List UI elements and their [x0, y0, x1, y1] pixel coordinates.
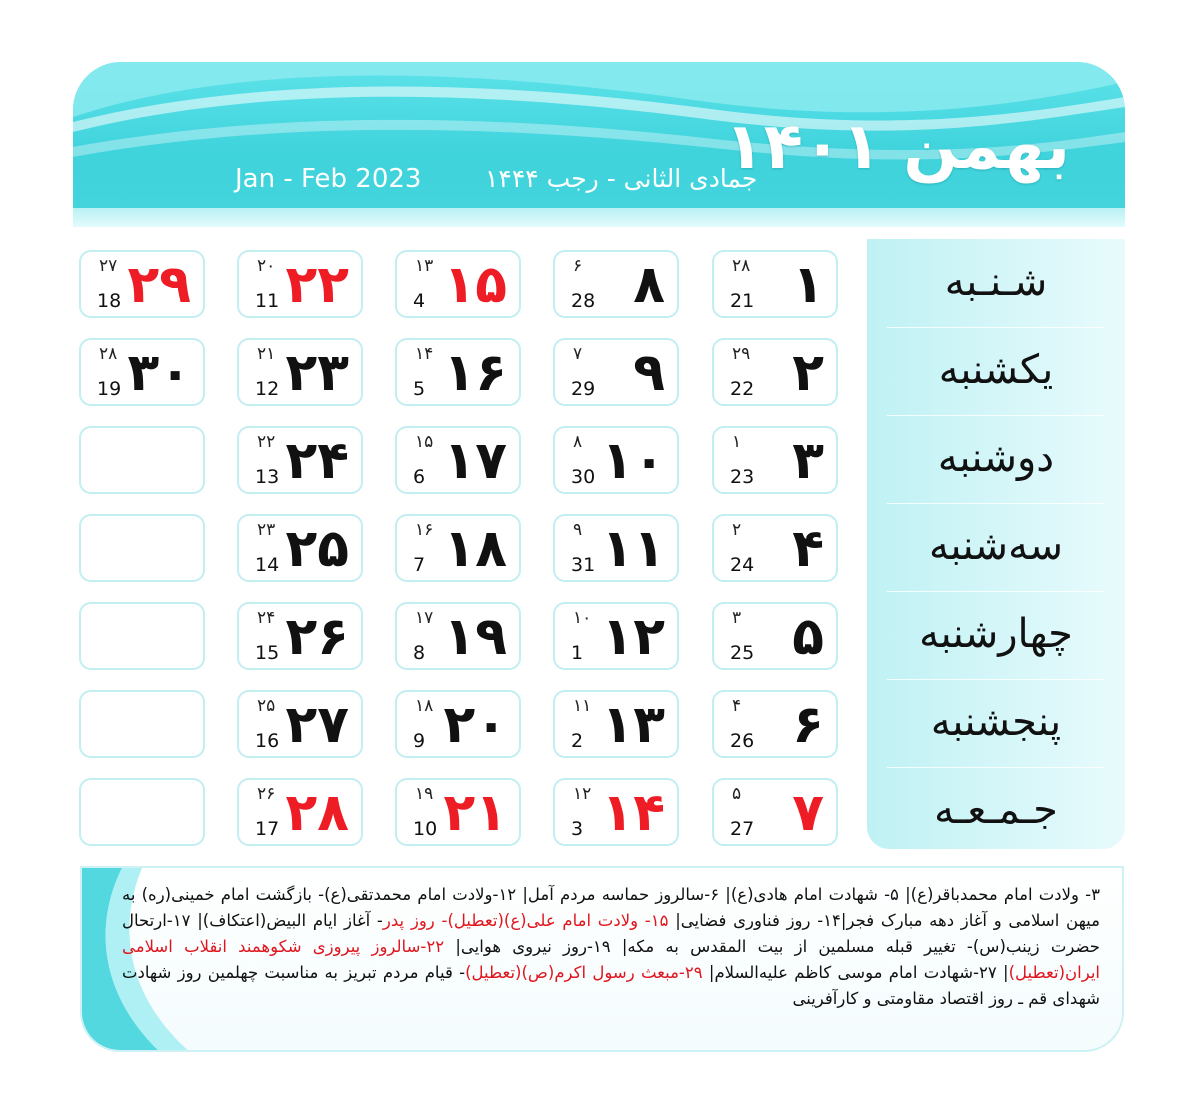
- hijri-day-number: ۱۳: [415, 256, 434, 276]
- persian-day-number: ۷: [792, 783, 824, 843]
- gregorian-month-range: Jan - Feb 2023: [235, 164, 422, 194]
- persian-day-number: ۸: [633, 255, 665, 315]
- day-cell[interactable]: [237, 514, 363, 582]
- day-cell[interactable]: [237, 602, 363, 670]
- gregorian-day-number: 9: [413, 730, 426, 752]
- gregorian-day-number: 12: [255, 378, 280, 400]
- weekday-saturday: شـنـبه: [944, 259, 1048, 305]
- gregorian-day-number: 7: [413, 554, 426, 576]
- hijri-day-number: ۲۸: [99, 344, 118, 364]
- gregorian-day-number: 18: [97, 290, 122, 312]
- gregorian-day-number: 24: [730, 554, 755, 576]
- gregorian-day-number: 16: [255, 730, 280, 752]
- hijri-day-number: ۲۰: [257, 256, 276, 276]
- hijri-day-number: ۲۱: [257, 344, 276, 364]
- holiday-event: ۲۹-مبعث رسول اکرم(ص)(تعطیل): [465, 963, 703, 982]
- hijri-day-number: ۳: [732, 608, 742, 628]
- day-cell[interactable]: [237, 250, 363, 318]
- gregorian-day-number: 21: [730, 290, 755, 312]
- gregorian-day-number: 8: [413, 642, 426, 664]
- persian-day-number: ۱۲: [601, 607, 665, 667]
- gregorian-day-number: 27: [730, 818, 755, 840]
- event: - آغاز ایام البیض(اعتکاف)| ۱۷-ارتحال حضرت زینب(س)- تغییر قبله مسلمین از بیت المقدس به مکه| ۱۹-روز نیروی هوایی|: [122, 911, 1100, 956]
- day-cell[interactable]: [553, 250, 679, 318]
- gregorian-day-number: 26: [730, 730, 755, 752]
- persian-day-number: ۲۵: [285, 519, 349, 579]
- empty-day-cell: [79, 602, 205, 670]
- gregorian-day-number: 5: [413, 378, 426, 400]
- hijri-day-number: ۹: [573, 520, 583, 540]
- persian-day-number: ۲۱: [443, 783, 507, 843]
- persian-day-number: ۱۴: [601, 783, 665, 843]
- hijri-day-number: ۷: [573, 344, 583, 364]
- persian-day-number: ۲۷: [285, 695, 349, 755]
- hijri-day-number: ۱۵: [415, 432, 434, 452]
- persian-day-number: ۱۹: [443, 607, 507, 667]
- day-cell[interactable]: [553, 778, 679, 846]
- day-cell[interactable]: [395, 338, 521, 406]
- hijri-day-number: ۲۸: [732, 256, 751, 276]
- persian-day-number: ۱۳: [601, 695, 665, 755]
- hijri-day-number: ۲۴: [257, 608, 276, 628]
- hijri-day-number: ۲۹: [732, 344, 751, 364]
- gregorian-day-number: 13: [255, 466, 280, 488]
- persian-day-number: ۴: [792, 519, 824, 579]
- day-cell[interactable]: [553, 338, 679, 406]
- persian-day-number: ۲۰: [443, 695, 507, 755]
- hijri-day-number: ۲۷: [99, 256, 118, 276]
- month-title: بهمن ۱۴۰۱: [724, 110, 1070, 184]
- persian-day-number: ۳۰: [127, 343, 191, 403]
- day-cell[interactable]: [237, 778, 363, 846]
- day-cell[interactable]: [712, 778, 838, 846]
- persian-day-number: ۱۰: [601, 431, 665, 491]
- gregorian-day-number: 1: [571, 642, 584, 664]
- persian-day-number: ۱۷: [443, 431, 507, 491]
- day-cell[interactable]: [237, 690, 363, 758]
- hijri-day-number: ۱۴: [415, 344, 434, 364]
- persian-day-number: ۵: [792, 607, 824, 667]
- hijri-day-number: ۲۶: [257, 784, 276, 804]
- gregorian-day-number: 14: [255, 554, 280, 576]
- persian-day-number: ۲۹: [127, 255, 191, 315]
- gregorian-day-number: 30: [571, 466, 596, 488]
- event: ۳- ولادت امام محمدباقر(ع)| ۵- شهادت امام هادی(ع)| ۶-سالروز حماسه مردم آمل| ۱۲-ولادت امام محمدتقی(ع)- بازگشت امام خمینی(ره) به میهن اسلامی و آغاز دهه مبارک فجر|۱۴- روز فناوری فضایی|: [122, 885, 1100, 930]
- hijri-day-number: ۱۷: [415, 608, 434, 628]
- day-cell[interactable]: [712, 602, 838, 670]
- gregorian-day-number: 2: [571, 730, 584, 752]
- day-cell[interactable]: [712, 338, 838, 406]
- day-cell[interactable]: [395, 690, 521, 758]
- holiday-event: ۲۲-سالروز پیروزی شکوهمند انقلاب اسلامی ایران(تعطیل): [122, 937, 1101, 982]
- gregorian-day-number: 10: [413, 818, 438, 840]
- weekday-tuesday: سه‌شنبه: [928, 523, 1064, 569]
- day-cell[interactable]: [395, 250, 521, 318]
- hijri-day-number: ۲۲: [257, 432, 276, 452]
- hijri-day-number: ۲: [732, 520, 742, 540]
- events-panel: [80, 866, 1124, 1052]
- day-cell[interactable]: [712, 514, 838, 582]
- day-cell[interactable]: [237, 338, 363, 406]
- weekday-monday: دوشنبه: [937, 435, 1055, 481]
- gregorian-day-number: 6: [413, 466, 426, 488]
- day-cell[interactable]: [79, 250, 205, 318]
- persian-day-number: ۱۵: [443, 255, 507, 315]
- hijri-day-number: ۱۶: [415, 520, 434, 540]
- gregorian-day-number: 28: [571, 290, 596, 312]
- weekday-friday: جـمـعـه: [934, 787, 1058, 833]
- persian-day-number: ۱۶: [443, 343, 507, 403]
- day-cell[interactable]: [395, 778, 521, 846]
- gregorian-day-number: 11: [255, 290, 280, 312]
- event: | ۲۷-شهادت امام موسی کاظم علیه‌السلام|: [702, 963, 1009, 982]
- day-cell[interactable]: [553, 426, 679, 494]
- gregorian-day-number: 22: [730, 378, 755, 400]
- events-text: [122, 882, 1100, 1012]
- gregorian-day-number: 17: [255, 818, 280, 840]
- hijri-day-number: ۱: [732, 432, 742, 452]
- hijri-day-number: ۵: [732, 784, 742, 804]
- day-cell[interactable]: [395, 426, 521, 494]
- persian-day-number: ۲: [792, 343, 824, 403]
- persian-day-number: ۶: [792, 695, 824, 755]
- event: - قیام مردم تبریز به مناسبت چهلمین روز شهادت شهدای قم ـ روز اقتصاد مقاومتی و کارآفرینی: [122, 963, 1100, 1008]
- gregorian-day-number: 31: [571, 554, 596, 576]
- persian-day-number: ۱۸: [443, 519, 507, 579]
- day-cell[interactable]: [553, 690, 679, 758]
- persian-day-number: ۲۶: [285, 607, 349, 667]
- day-cell[interactable]: [79, 338, 205, 406]
- empty-day-cell: [79, 778, 205, 846]
- day-cell[interactable]: [553, 514, 679, 582]
- hijri-day-number: ۸: [573, 432, 583, 452]
- persian-day-number: ۲۴: [285, 431, 349, 491]
- day-cell[interactable]: [712, 426, 838, 494]
- hijri-day-number: ۱۹: [415, 784, 434, 804]
- weekday-wednesday: چهارشنبه: [919, 611, 1073, 657]
- day-cell[interactable]: [712, 690, 838, 758]
- persian-day-number: ۲۸: [285, 783, 349, 843]
- empty-day-cell: [79, 690, 205, 758]
- hijri-day-number: ۲۵: [257, 696, 276, 716]
- hijri-day-number: ۶: [573, 256, 583, 276]
- weekday-panel: [867, 239, 1125, 849]
- header-divider: [73, 208, 1125, 227]
- persian-day-number: ۲۳: [285, 343, 349, 403]
- hijri-month-range: جمادی الثانی - رجب ۱۴۴۴: [485, 164, 758, 193]
- day-cell[interactable]: [553, 602, 679, 670]
- persian-day-number: ۱: [792, 255, 824, 315]
- gregorian-day-number: 29: [571, 378, 596, 400]
- day-cell[interactable]: [712, 250, 838, 318]
- empty-day-cell: [79, 426, 205, 494]
- day-cell[interactable]: [237, 426, 363, 494]
- gregorian-day-number: 23: [730, 466, 755, 488]
- day-cell[interactable]: [395, 514, 521, 582]
- gregorian-day-number: 19: [97, 378, 122, 400]
- day-cell[interactable]: [395, 602, 521, 670]
- hijri-day-number: ۱۸: [415, 696, 434, 716]
- weekday-sunday: یکشنبه: [938, 347, 1054, 393]
- persian-day-number: ۲۲: [285, 255, 349, 315]
- hijri-day-number: ۱۲: [573, 784, 592, 804]
- gregorian-day-number: 15: [255, 642, 280, 664]
- gregorian-day-number: 3: [571, 818, 584, 840]
- hijri-day-number: ۱۱: [573, 696, 592, 716]
- hijri-day-number: ۱۰: [573, 608, 592, 628]
- hijri-day-number: ۲۳: [257, 520, 276, 540]
- gregorian-day-number: 25: [730, 642, 755, 664]
- weekday-thursday: پنجشنبه: [930, 699, 1062, 745]
- holiday-event: ۱۵- ولادت امام علی(ع)(تعطیل)- روز پدر: [382, 911, 669, 930]
- empty-day-cell: [79, 514, 205, 582]
- gregorian-day-number: 4: [413, 290, 426, 312]
- hijri-day-number: ۴: [732, 696, 742, 716]
- persian-day-number: ۹: [633, 343, 665, 403]
- persian-day-number: ۱۱: [601, 519, 665, 579]
- persian-day-number: ۳: [792, 431, 824, 491]
- calendar-header: [73, 62, 1125, 227]
